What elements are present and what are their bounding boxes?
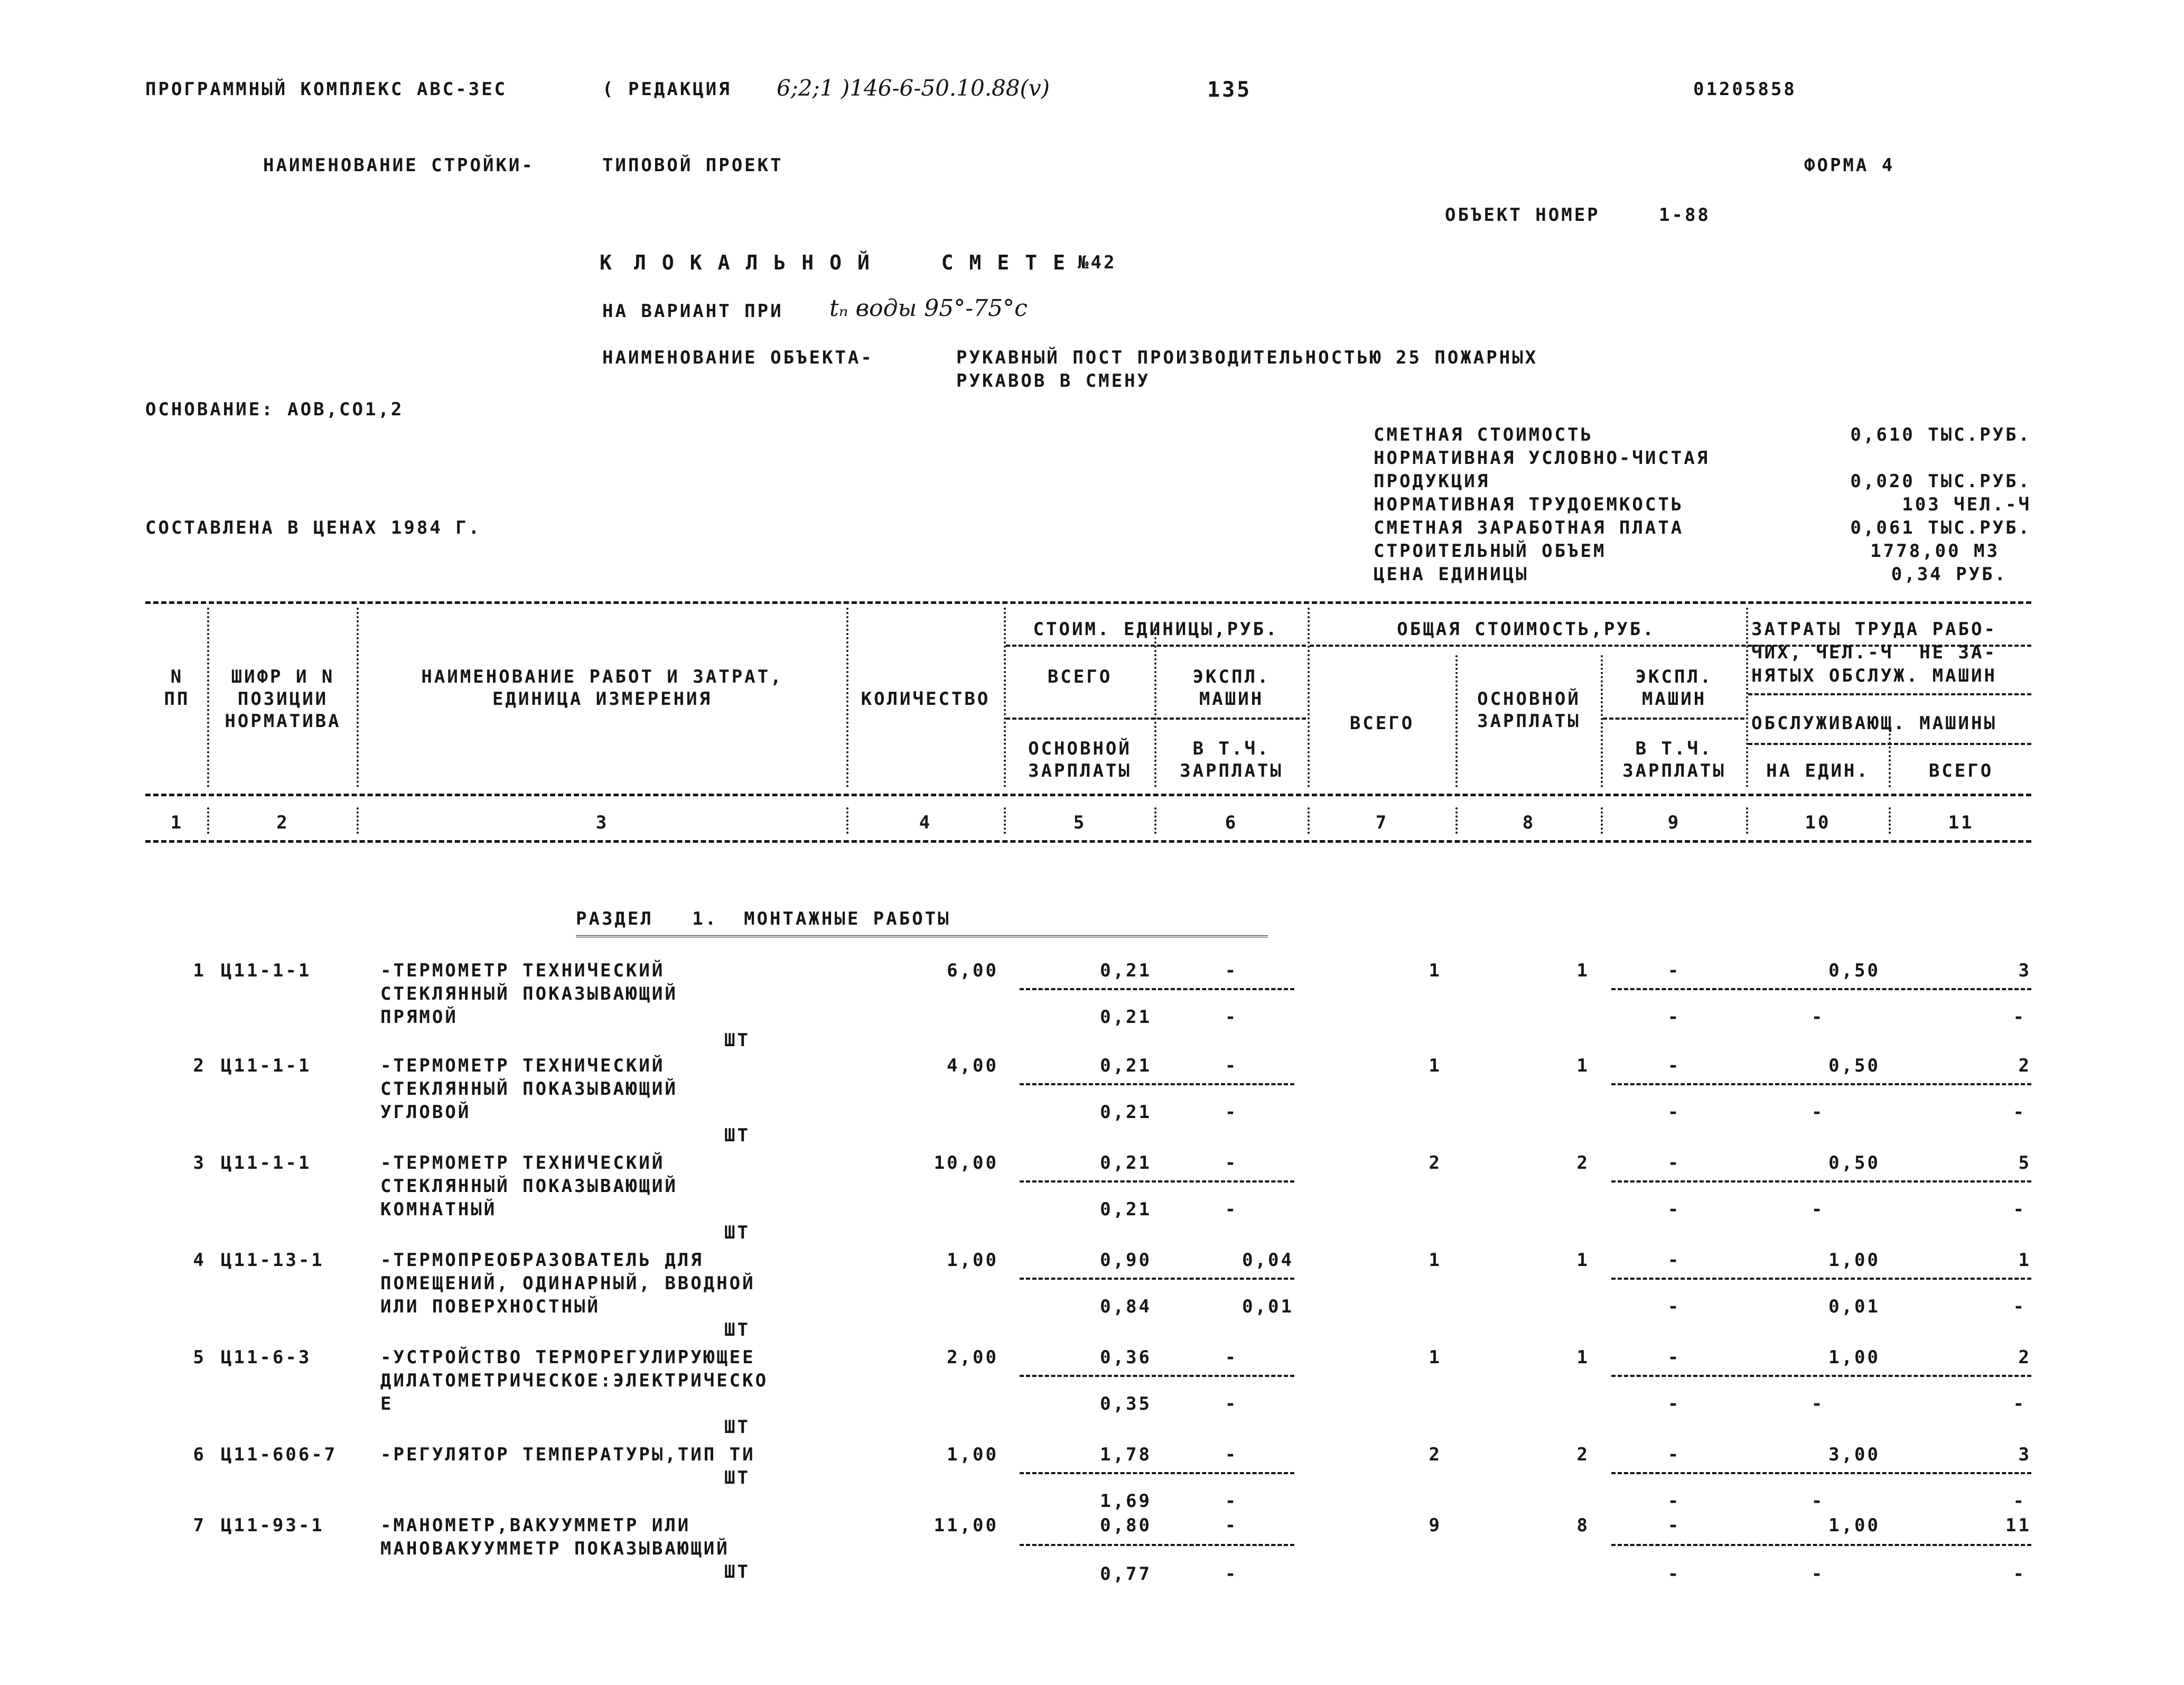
work-name: -ТЕРМОПРЕОБРАЗОВАТЕЛЬ ДЛЯ — [380, 1250, 704, 1271]
column-number: 9 — [1667, 812, 1681, 833]
total-machine-wages: - — [1667, 1393, 1681, 1414]
unit: ШТ — [724, 1561, 750, 1582]
col-6-header: В Т.Ч. — [1192, 738, 1271, 759]
summary-label: НОРМАТИВНАЯ УСЛОВНО-ЧИСТАЯ — [1374, 448, 1710, 469]
col-7-header: ВСЕГО — [1349, 713, 1415, 734]
row-subrule — [1020, 988, 1294, 990]
row-number: 6 — [193, 1444, 206, 1465]
quantity: 11,00 — [934, 1515, 998, 1536]
unit-cost-machine-wages: - — [1225, 1393, 1238, 1414]
labor-header: ЧИХ, ЧЕЛ.-Ч НЕ ЗА- — [1751, 642, 1997, 663]
labor-machines-total: - — [2013, 1393, 2026, 1414]
col-8-header: ЗАРПЛАТЫ — [1477, 711, 1581, 732]
summary-label: НОРМАТИВНАЯ ТРУДОЕМКОСТЬ — [1374, 494, 1684, 515]
unit-cost-machine-wages: - — [1225, 1007, 1238, 1028]
column-number: 2 — [276, 812, 290, 833]
column-number: 7 — [1375, 812, 1389, 833]
labor-header: ОБСЛУЖИВАЮЩ. МАШИНЫ — [1751, 713, 1997, 734]
col-9-header: В Т.Ч. — [1635, 738, 1713, 759]
unit-cost-wages: 0,77 — [1100, 1563, 1152, 1585]
row-subrule — [1020, 1544, 1294, 1546]
row-subrule — [1020, 1180, 1294, 1183]
summary-label: ПРОДУКЦИЯ — [1374, 471, 1490, 492]
col-9-header: ЭКСПЛ. — [1635, 666, 1713, 687]
summary-value: 0,020 ТЫС.РУБ. — [1850, 471, 2031, 492]
total-machine-wages: - — [1667, 1296, 1681, 1317]
norm-code: Ц11-93-1 — [221, 1515, 324, 1536]
labor-per-unit: 3,00 — [1828, 1444, 1880, 1465]
col-9-header: ЗАРПЛАТЫ — [1622, 760, 1726, 781]
total-cost: 2 — [1429, 1444, 1442, 1465]
labor-per-unit: 1,00 — [1828, 1250, 1880, 1271]
row-subrule — [1611, 1083, 2031, 1085]
labor-total: 2 — [2018, 1347, 2031, 1368]
row-subrule — [1611, 1472, 2031, 1474]
col-5-header: ВСЕГО — [1047, 666, 1113, 687]
object-number: 1-88 — [1659, 204, 1711, 226]
object-name-line2: РУКАВОВ В СМЕНУ — [956, 370, 1151, 392]
unit-cost-machines: - — [1225, 960, 1238, 981]
labor-total: 1 — [2018, 1250, 2031, 1271]
quantity: 1,00 — [947, 1250, 998, 1271]
norm-code: Ц11-1-1 — [221, 1055, 312, 1076]
labor-machines-total: - — [2013, 1563, 2026, 1585]
col-10-header: НА ЕДИН. — [1766, 760, 1870, 781]
column-separator — [1746, 807, 1748, 834]
unit-cost-wages: 0,21 — [1100, 1007, 1152, 1028]
work-name: УГЛОВОЙ — [380, 1102, 471, 1123]
col-6-header: ЭКСПЛ. — [1192, 666, 1271, 687]
variant-handwritten: tₙ воды 95°-75°с — [829, 295, 1028, 322]
price-basis: СОСТАВЛЕНА В ЦЕНАХ 1984 Г. — [145, 517, 482, 538]
column-separator — [357, 608, 359, 787]
object-name-line1: РУКАВНЫЙ ПОСТ ПРОИЗВОДИТЕЛЬНОСТЬЮ 25 ПОЖАРНЫХ — [956, 347, 1538, 368]
unit-cost-machine-wages: - — [1225, 1563, 1238, 1585]
row-subrule — [1611, 1278, 2031, 1280]
column-separator — [1746, 608, 1748, 787]
labor-machines-total: - — [2013, 1199, 2026, 1220]
labor-machines-per-unit: - — [1811, 1563, 1825, 1585]
edition-handwritten: 6;2;1 )146-6-50.10.88(v) — [777, 75, 1050, 101]
work-name: -ТЕРМОМЕТР ТЕХНИЧЕСКИЙ — [380, 1152, 665, 1174]
labor-machines-per-unit: 0,01 — [1828, 1296, 1880, 1317]
row-subrule — [1611, 1375, 2031, 1377]
work-name: -ТЕРМОМЕТР ТЕХНИЧЕСКИЙ — [380, 1055, 665, 1076]
total-machines: - — [1667, 1250, 1681, 1271]
column-number: 4 — [919, 812, 932, 833]
work-name: СТЕКЛЯННЫЙ ПОКАЗЫВАЮЩИЙ — [380, 983, 678, 1004]
col-3-header: ЕДИНИЦА ИЗМЕРЕНИЯ — [492, 688, 712, 710]
unit-cost-total: 0,21 — [1100, 1055, 1152, 1076]
column-separator — [1308, 807, 1310, 834]
work-name: СТЕКЛЯННЫЙ ПОКАЗЫВАЮЩИЙ — [380, 1078, 678, 1100]
section-title: РАЗДЕЛ 1. МОНТАЖНЫЕ РАБОТЫ — [576, 908, 951, 929]
labor-per-unit: 1,00 — [1828, 1515, 1880, 1536]
labor-machines-per-unit: - — [1811, 1102, 1825, 1123]
unit-cost-machine-wages: - — [1225, 1199, 1238, 1220]
line-name-value: ТИПОВОЙ ПРОЕКТ — [602, 155, 783, 176]
total-machine-wages: - — [1667, 1199, 1681, 1220]
total-cost-header: ОБЩАЯ СТОИМОСТЬ,РУБ. — [1397, 619, 1656, 640]
unit-cost-total: 0,36 — [1100, 1347, 1152, 1368]
labor-per-unit: 0,50 — [1828, 1152, 1880, 1174]
header-rule-middle — [145, 794, 2031, 796]
estimate-number: №42 — [1078, 252, 1117, 273]
row-subrule — [1020, 1083, 1294, 1085]
column-number: 11 — [1948, 812, 1974, 833]
column-separator — [207, 608, 209, 787]
labor-per-unit: 0,50 — [1828, 960, 1880, 981]
unit-cost-wages: 0,21 — [1100, 1102, 1152, 1123]
col-2-header: ПОЗИЦИИ — [237, 688, 329, 710]
total-machine-wages: - — [1667, 1491, 1681, 1512]
unit-cost-wages: 0,21 — [1100, 1199, 1152, 1220]
header-subrule — [1748, 693, 2031, 695]
quantity: 4,00 — [947, 1055, 998, 1076]
work-name: ПОМЕЩЕНИЙ, ОДИНАРНЫЙ, ВВОДНОЙ — [380, 1273, 755, 1294]
total-wages: 1 — [1576, 1347, 1590, 1368]
work-name: ИЛИ ПОВЕРХНОСТНЫЙ — [380, 1296, 600, 1317]
total-machines: - — [1667, 1055, 1681, 1076]
quantity: 10,00 — [934, 1152, 998, 1174]
unit: ШТ — [724, 1030, 750, 1051]
work-name: СТЕКЛЯННЫЙ ПОКАЗЫВАЮЩИЙ — [380, 1176, 678, 1197]
column-number: 3 — [595, 812, 609, 833]
column-number: 10 — [1805, 812, 1831, 833]
col-2-header: ШИФР И N — [231, 666, 335, 687]
total-wages: 2 — [1576, 1152, 1590, 1174]
unit-cost-machines: - — [1225, 1055, 1238, 1076]
header-subrule — [1006, 645, 1306, 647]
column-number: 5 — [1073, 812, 1087, 833]
work-name: -ТЕРМОМЕТР ТЕХНИЧЕСКИЙ — [380, 960, 665, 981]
work-name: ДИЛАТОМЕТРИЧЕСКОЕ:ЭЛЕКТРИЧЕСКО — [380, 1370, 769, 1391]
object-name-label: НАИМЕНОВАНИЕ ОБЪЕКТА- — [602, 347, 874, 368]
program-name: ПРОГРАММНЫЙ КОМПЛЕКС АВС-ЗЕС — [145, 79, 508, 100]
total-machines: - — [1667, 1444, 1681, 1465]
norm-code: Ц11-606-7 — [221, 1444, 338, 1465]
total-cost: 1 — [1429, 960, 1442, 981]
column-separator — [1889, 807, 1891, 834]
col-3-header: НАИМЕНОВАНИЕ РАБОТ И ЗАТРАТ, — [421, 666, 783, 687]
col-9-header: МАШИН — [1641, 688, 1707, 710]
row-subrule — [1611, 1180, 2031, 1183]
row-number: 1 — [193, 960, 206, 981]
labor-total: 3 — [2018, 1444, 2031, 1465]
row-subrule — [1611, 1544, 2031, 1546]
labor-machines-total: - — [2013, 1491, 2026, 1512]
total-cost: 9 — [1429, 1515, 1442, 1536]
summary-value: 0,610 ТЫС.РУБ. — [1850, 424, 2031, 445]
unit: ШТ — [724, 1222, 750, 1243]
column-separator — [1455, 807, 1458, 834]
col-1-header: N — [170, 666, 184, 687]
quantity: 6,00 — [947, 960, 998, 981]
unit: ШТ — [724, 1417, 750, 1438]
total-cost: 1 — [1429, 1250, 1442, 1271]
page-number: 135 — [1207, 78, 1252, 102]
summary-value: 1778,00 М3 — [1870, 541, 2000, 562]
unit-cost-machine-wages: - — [1225, 1102, 1238, 1123]
labor-machines-per-unit: - — [1811, 1491, 1825, 1512]
section-underline — [576, 935, 1268, 937]
work-name: -УСТРОЙСТВО ТЕРМОРЕГУЛИРУЮЩЕЕ — [380, 1347, 755, 1368]
total-cost: 1 — [1429, 1055, 1442, 1076]
row-number: 7 — [193, 1515, 206, 1536]
total-machine-wages: - — [1667, 1102, 1681, 1123]
labor-machines-total: - — [2013, 1102, 2026, 1123]
labor-machines-total: - — [2013, 1007, 2026, 1028]
row-number: 5 — [193, 1347, 206, 1368]
total-machine-wages: - — [1667, 1007, 1681, 1028]
column-number: 6 — [1225, 812, 1238, 833]
labor-machines-per-unit: - — [1811, 1199, 1825, 1220]
edition-label: ( РЕДАКЦИЯ — [602, 79, 732, 100]
quantity: 1,00 — [947, 1444, 998, 1465]
unit-cost-machines: - — [1225, 1515, 1238, 1536]
total-wages: 1 — [1576, 1250, 1590, 1271]
column-separator — [207, 807, 209, 834]
line-name-label: НАИМЕНОВАНИЕ СТРОЙКИ- — [263, 155, 535, 176]
total-wages: 2 — [1576, 1444, 1590, 1465]
labor-total: 5 — [2018, 1152, 2031, 1174]
col-5-header: ЗАРПЛАТЫ — [1028, 760, 1132, 781]
col-6-header: ЗАРПЛАТЫ — [1180, 760, 1283, 781]
estimate-title: ЛОКАЛЬНОЙ СМЕТЕ — [634, 251, 1081, 274]
row-number: 3 — [193, 1152, 206, 1174]
unit-cost-wages: 1,69 — [1100, 1491, 1152, 1512]
total-wages: 1 — [1576, 960, 1590, 981]
work-name: -РЕГУЛЯТОР ТЕМПЕРАТУРЫ,ТИП ТИ — [380, 1444, 755, 1465]
column-number: 1 — [170, 812, 184, 833]
work-name: ПРЯМОЙ — [380, 1007, 458, 1028]
summary-label: СМЕТНАЯ ЗАРАБОТНАЯ ПЛАТА — [1374, 517, 1684, 538]
document-id: 01205858 — [1693, 79, 1797, 100]
labor-header: ЗАТРАТЫ ТРУДА РАБО- — [1751, 619, 1997, 640]
labor-total: 11 — [2005, 1515, 2031, 1536]
unit-cost-header: СТОИМ. ЕДИНИЦЫ,РУБ. — [1033, 619, 1279, 640]
labor-total: 2 — [2018, 1055, 2031, 1076]
unit: ШТ — [724, 1319, 750, 1340]
unit-cost-machines: - — [1225, 1347, 1238, 1368]
unit-cost-total: 0,80 — [1100, 1515, 1152, 1536]
unit-cost-total: 0,21 — [1100, 1152, 1152, 1174]
summary-label: ЦЕНА ЕДИНИЦЫ — [1374, 564, 1529, 585]
total-machines: - — [1667, 1347, 1681, 1368]
norm-code: Ц11-1-1 — [221, 960, 312, 981]
labor-total: 3 — [2018, 960, 2031, 981]
unit-cost-total: 0,90 — [1100, 1250, 1152, 1271]
quantity: 2,00 — [947, 1347, 998, 1368]
total-cost: 2 — [1429, 1152, 1442, 1174]
unit-cost-wages: 0,35 — [1100, 1393, 1152, 1414]
labor-machines-total: - — [2013, 1296, 2026, 1317]
header-rule-top — [145, 601, 2031, 604]
unit: ШТ — [724, 1467, 750, 1488]
total-machines: - — [1667, 1152, 1681, 1174]
row-subrule — [1611, 988, 2031, 990]
norm-code: Ц11-1-1 — [221, 1152, 312, 1174]
header-subrule — [1603, 718, 1744, 720]
row-subrule — [1020, 1472, 1294, 1474]
summary-label: СМЕТНАЯ СТОИМОСТЬ — [1374, 424, 1593, 445]
labor-header: НЯТЫХ ОБСЛУЖ. МАШИН — [1751, 665, 1997, 686]
column-separator — [357, 807, 359, 834]
variant-line: НА ВАРИАНТ ПРИ — [602, 301, 783, 322]
unit-cost-total: 0,21 — [1100, 960, 1152, 981]
unit-cost-machines: - — [1225, 1152, 1238, 1174]
labor-machines-per-unit: - — [1811, 1007, 1825, 1028]
total-machines: - — [1667, 1515, 1681, 1536]
column-separator — [1154, 807, 1156, 834]
labor-per-unit: 1,00 — [1828, 1347, 1880, 1368]
estimate-prefix: К — [600, 251, 628, 274]
unit-cost-machine-wages: - — [1225, 1491, 1238, 1512]
header-subrule — [1006, 718, 1306, 720]
column-separator — [1004, 807, 1006, 834]
col-5-header: ОСНОВНОЙ — [1028, 738, 1132, 759]
summary-value: 0,061 ТЫС.РУБ. — [1850, 517, 2031, 538]
col-8-header: ОСНОВНОЙ — [1477, 688, 1581, 710]
total-machines: - — [1667, 960, 1681, 981]
row-subrule — [1020, 1278, 1294, 1280]
work-name: -МАНОМЕТР,ВАКУУММЕТР ИЛИ — [380, 1515, 691, 1536]
column-number: 8 — [1522, 812, 1536, 833]
unit-cost-wages: 0,84 — [1100, 1296, 1152, 1317]
object-label: ОБЪЕКТ НОМЕР — [1445, 204, 1600, 226]
norm-code: Ц11-13-1 — [221, 1250, 324, 1271]
total-machine-wages: - — [1667, 1563, 1681, 1585]
summary-value: 103 ЧЕЛ.-Ч — [1902, 494, 2031, 515]
col-2-header: НОРМАТИВА — [225, 711, 341, 732]
col-4-header: КОЛИЧЕСТВО — [861, 688, 991, 710]
unit-cost-machines: - — [1225, 1444, 1238, 1465]
summary-label: СТРОИТЕЛЬНЫЙ ОБЪЕМ — [1374, 541, 1607, 562]
work-name: Е — [380, 1393, 394, 1414]
col-11-header: ВСЕГО — [1928, 760, 1994, 781]
basis: ОСНОВАНИЕ: АОВ,СО1,2 — [145, 399, 404, 420]
total-wages: 8 — [1576, 1515, 1590, 1536]
unit: ШТ — [724, 1125, 750, 1146]
total-cost: 1 — [1429, 1347, 1442, 1368]
row-number: 4 — [193, 1250, 206, 1271]
work-name: МАНОВАКУУММЕТР ПОКАЗЫВАЮЩИЙ — [380, 1538, 730, 1559]
summary-value: 0,34 РУБ. — [1891, 564, 2008, 585]
labor-per-unit: 0,50 — [1828, 1055, 1880, 1076]
unit-cost-machines: 0,04 — [1242, 1250, 1294, 1271]
total-wages: 1 — [1576, 1055, 1590, 1076]
column-separator — [1601, 807, 1603, 834]
unit-cost-machine-wages: 0,01 — [1242, 1296, 1294, 1317]
labor-machines-per-unit: - — [1811, 1393, 1825, 1414]
work-name: КОМНАТНЫЙ — [380, 1199, 497, 1220]
norm-code: Ц11-6-3 — [221, 1347, 312, 1368]
row-subrule — [1020, 1375, 1294, 1377]
col-6-header: МАШИН — [1199, 688, 1264, 710]
unit-cost-total: 1,78 — [1100, 1444, 1152, 1465]
row-number: 2 — [193, 1055, 206, 1076]
header-rule-bottom — [145, 840, 2031, 843]
header-subrule — [1748, 743, 2031, 745]
col-1-header: ПП — [164, 688, 190, 710]
column-separator — [846, 807, 848, 834]
form-number: ФОРМА 4 — [1804, 155, 1895, 176]
